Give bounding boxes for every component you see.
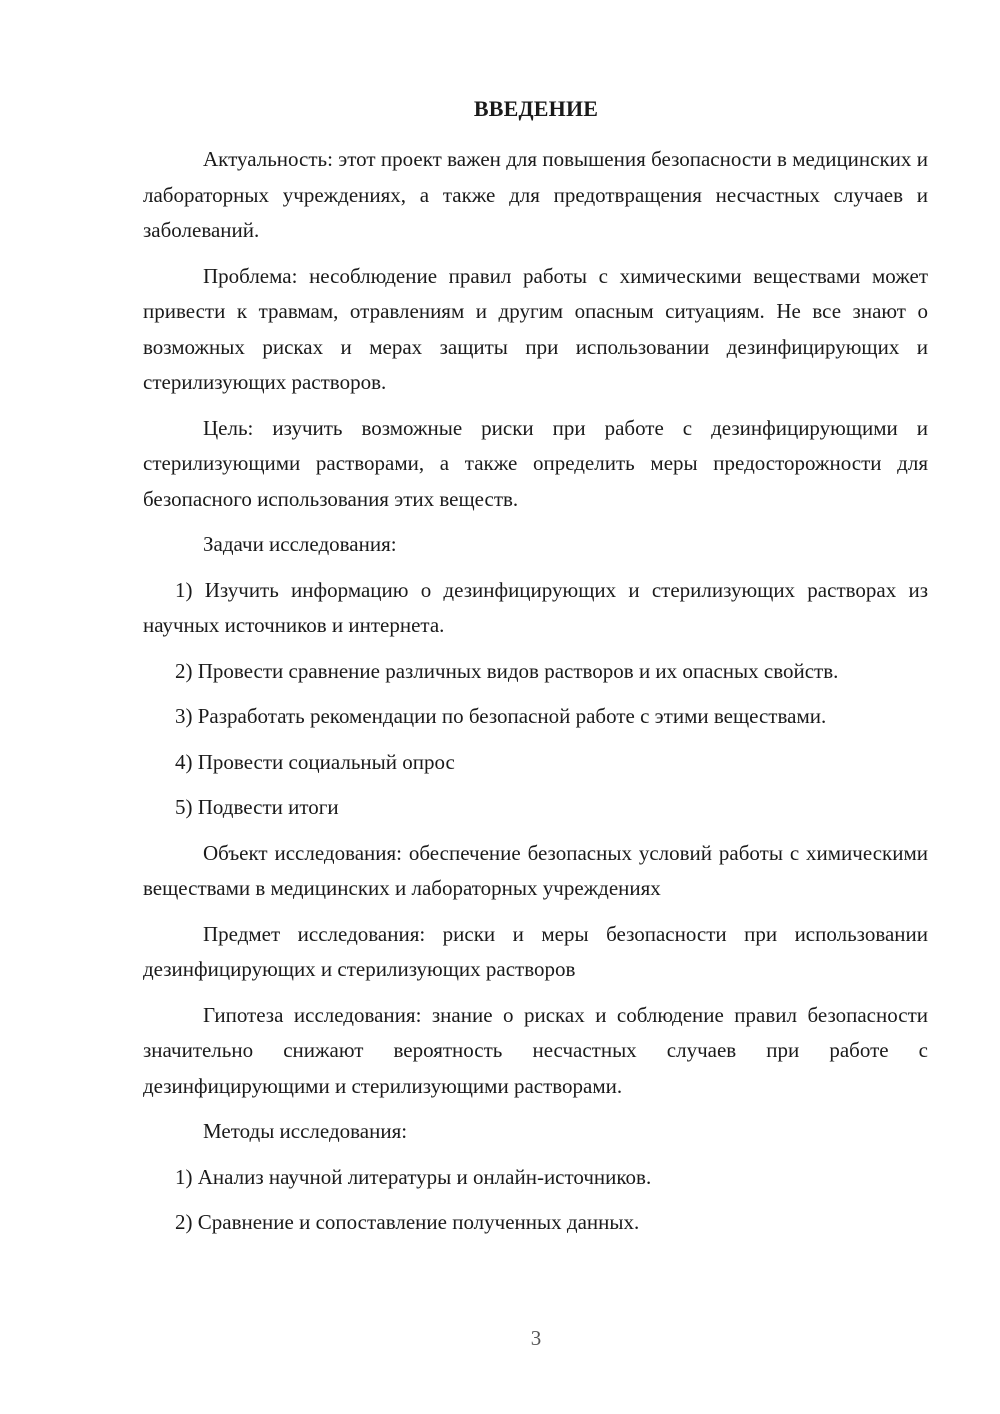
- method-item: 1) Анализ научной литературы и онлайн-источников.: [175, 1164, 652, 1189]
- paragraph-subject: Предмет исследования: риски и меры безопасности при использовании дезинфицирующих и стерилизующих растворов: [143, 921, 928, 981]
- task-item: 1) Изучить информацию о дезинфицирующих и стерилизующих растворах из научных источников и интернета.: [143, 577, 928, 637]
- paragraph-goal: Цель: изучить возможные риски при работе с дезинфицирующими и стерилизующими растворами, а также определить меры предосторожности для безопасного использования этих веществ.: [143, 415, 928, 511]
- method-item: 2) Сравнение и сопоставление полученных данных.: [175, 1210, 640, 1234]
- paragraph-tasks-heading: Задачи исследования:: [203, 532, 397, 556]
- paragraph-relevance: Актуальность: этот проект важен для повышения безопасности в медицинских и лабораторных учреждениях, а также для предотвращения несчастных случаев и заболеваний.: [143, 147, 928, 242]
- paragraph-object: Объект исследования: обеспечение безопасных условий работы с химическими веществами в медицинских и лабораторных учреждениях: [143, 840, 928, 900]
- task-item: 4) Провести социальный опрос: [175, 749, 455, 774]
- task-item: 5) Подвести итоги: [175, 795, 339, 819]
- paragraph-methods-heading: Методы исследования:: [203, 1119, 408, 1143]
- page-number: 3: [530, 1326, 542, 1350]
- task-item: 3) Разработать рекомендации по безопасной работе с этими веществами.: [175, 704, 827, 728]
- paragraph-problem: Проблема: несоблюдение правил работы с химическими веществами может привести к травмам, отравлениям и другим опасным ситуациям. Не все знают о возможных рисках и мерах защиты при использовании дезинфицирующих и стерилизующих растворов.: [143, 263, 928, 394]
- task-item: 2) Провести сравнение различных видов растворов и их опасных свойств.: [175, 658, 839, 683]
- page-title: ВВЕДЕНИЕ: [473, 96, 599, 121]
- paragraph-hypothesis: Гипотеза исследования: знание о рисках и соблюдение правил безопасности значительно снижают вероятность несчастных случаев при работе с дезинфицирующими и стерилизующими растворами.: [143, 1002, 928, 1098]
- document-body: [143, 142, 928, 1251]
